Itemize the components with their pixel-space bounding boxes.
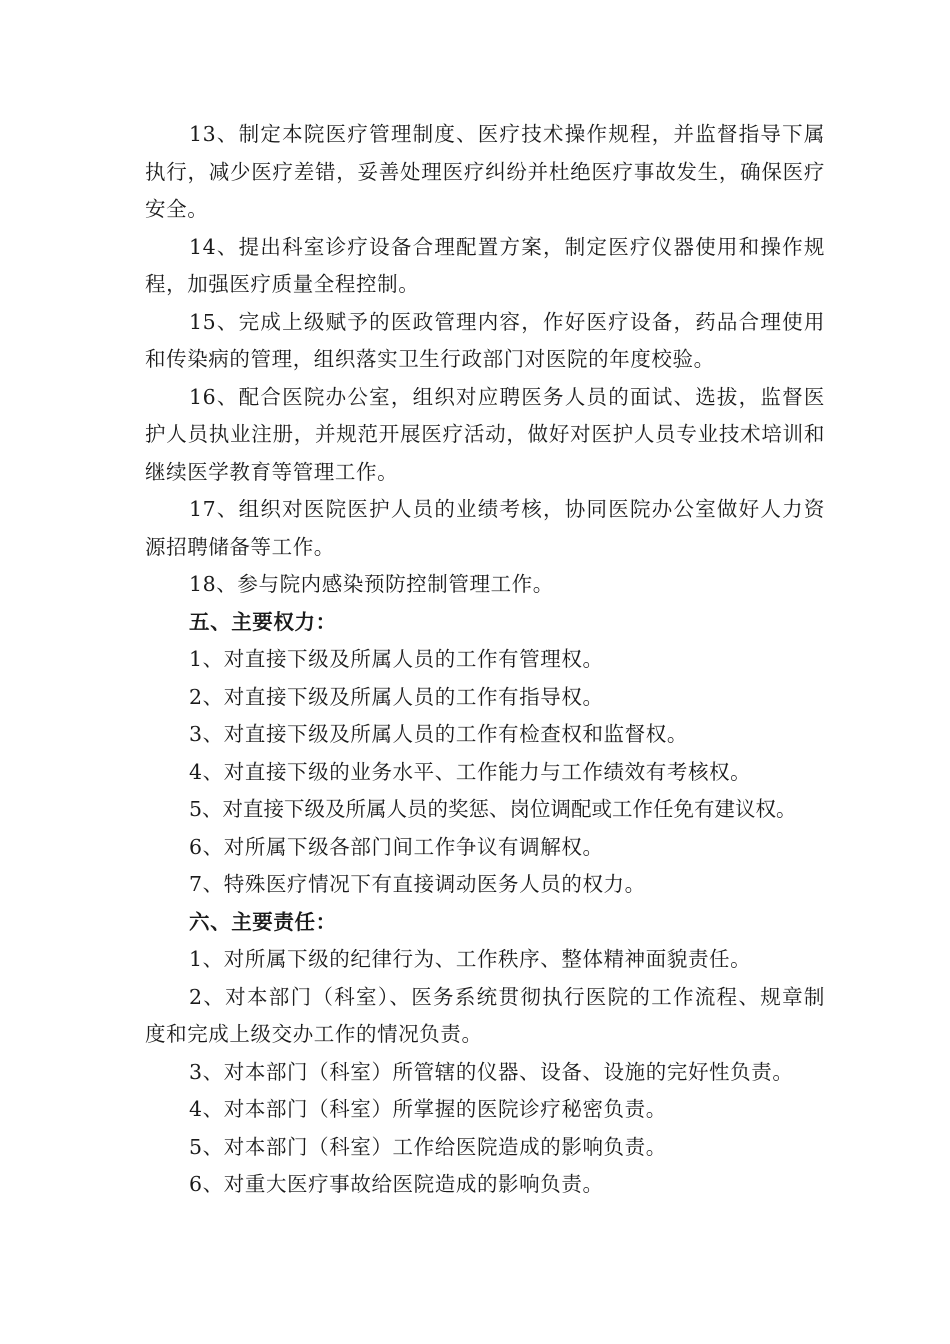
power-item: 4、对直接下级的业务水平、工作能力与工作绩效有考核权。	[189, 759, 752, 784]
duty-item-16: 16、配合医院办公室，组织对应聘医务人员的面试、选拔，监督医护人员执业注册，并规范开展医疗活动，做好对医护人员专业技术培训和继续医学教育等管理工作。	[145, 384, 825, 484]
power-item: 1、对直接下级及所属人员的工作有管理权。	[189, 647, 604, 671]
duty-item-15: 15、完成上级赋予的医政管理内容，作好医疗设备，药品合理使用和传染病的管理，组织落实卫生行政部门对医院的年度校验。	[145, 309, 825, 371]
power-item: 6、对所属下级各部门间工作争议有调解权。	[189, 834, 604, 859]
responsibility-item: 1、对所属下级的纪律行为、工作秩序、整体精神面貌责任。	[189, 947, 752, 971]
power-item: 3、对直接下级及所属人员的工作有检查权和监督权。	[189, 722, 688, 746]
responsibility-item: 2、对本部门（科室）、医务系统贯彻执行医院的工作流程、规章制度和完成上级交办工作的情况负责。	[145, 984, 825, 1046]
responsibility-item: 5、对本部门（科室）工作给医院造成的影响负责。	[189, 1134, 667, 1159]
power-item: 2、对直接下级及所属人员的工作有指导权。	[189, 684, 604, 709]
responsibility-item: 4、对本部门（科室）所掌握的医院诊疗秘密负责。	[189, 1097, 667, 1121]
section-heading-powers: 五、主要权力：	[189, 609, 337, 634]
duty-item-18: 18、参与院内感染预防控制管理工作。	[189, 572, 554, 596]
duty-item-14: 14、提出科室诊疗设备合理配置方案，制定医疗仪器使用和操作规程，加强医疗质量全程控制。	[145, 234, 825, 296]
duty-item-17: 17、组织对医院医护人员的业绩考核，协同医院办公室做好人力资源招聘储备等工作。	[145, 497, 825, 559]
power-item: 7、特殊医疗情况下有直接调动医务人员的权力。	[189, 872, 646, 896]
power-item: 5、对直接下级及所属人员的奖惩、岗位调配或工作任免有建议权。	[189, 797, 797, 821]
duty-item-13: 13、制定本院医疗管理制度、医疗技术操作规程，并监督指导下属执行，减少医疗差错，妥善处理医疗纠纷并杜绝医疗事故发生，确保医疗安全。	[145, 122, 825, 221]
document-page	[145, 116, 825, 1204]
responsibility-item: 3、对本部门（科室）所管辖的仪器、设备、设施的完好性负责。	[189, 1059, 794, 1084]
section-heading-responsibilities: 六、主要责任：	[189, 909, 337, 934]
responsibility-item: 6、对重大医疗事故给医院造成的影响负责。	[189, 1172, 604, 1196]
